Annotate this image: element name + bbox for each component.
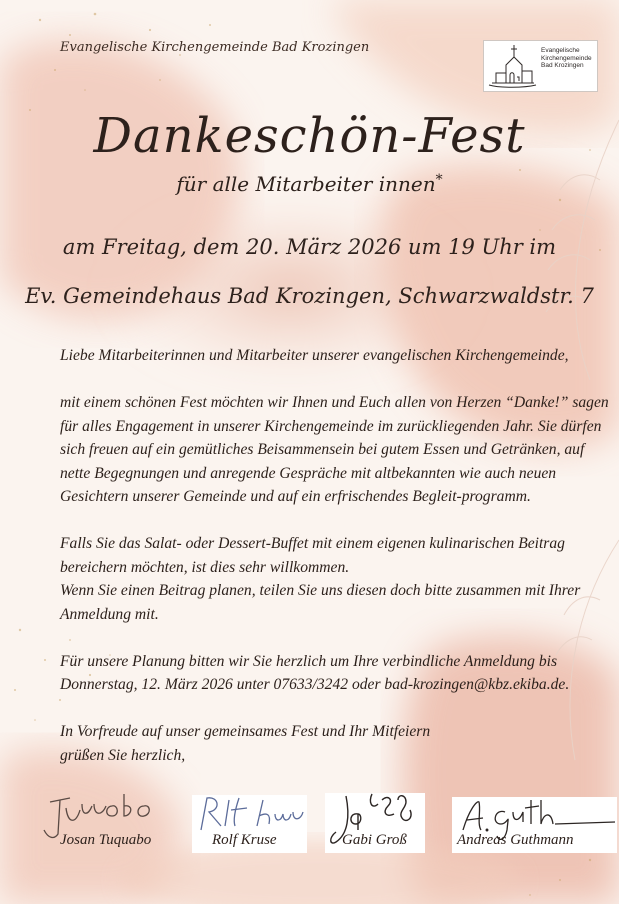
letter-paragraph-registration: Für unsere Planung bitten wir Sie herzlich um Ihre verbindliche Anmeldung bis Donnerstag, 12. März 2026 unter 07633/3242 oder bad-krozingen@kbz.ekiba.de. (60, 652, 570, 693)
signer-name-2: Rolf Kruse (212, 832, 277, 848)
invitation-letter (60, 344, 615, 767)
letter-closing-2: grüßen Sie herzlich, (60, 746, 186, 764)
church-logo (483, 40, 598, 92)
logo-line-3: Bad Krozingen (541, 62, 584, 69)
letter-closing-1: In Vorfreude auf unser gemeinsames Fest und Ihr Mitfeiern (60, 723, 431, 740)
event-subtitle (0, 172, 619, 196)
signer-name-1: Josan Tuquabo (60, 832, 152, 848)
logo-text (541, 47, 595, 70)
gender-star: * (435, 172, 443, 188)
logo-line-1: Evangelische (541, 47, 580, 54)
subtitle-text: für alle Mitarbeiter innen (176, 172, 436, 196)
letter-paragraph-contribution: Wenn Sie einen Beitrag planen, teilen Sie uns diesen doch bitte zusammen mit Ihrer Anmeldung mit. (60, 582, 581, 623)
event-title: Dankeschön-Fest (93, 108, 526, 164)
event-location: Ev. Gemeindehaus Bad Krozingen, Schwarzwaldstr. 7 (25, 284, 594, 308)
logo-line-2: Kirchengemeinde (541, 54, 592, 62)
letter-paragraph-buffet: Falls Sie das Salat- oder Dessert-Buffet mit einem eigenen kulinarischen Beitrag bereichern möchten, ist dies sehr willkommen. (60, 535, 565, 576)
letter-paragraph-thanks: mit einem schönen Fest möchten wir Ihnen und Euch allen von Herzen “Danke!” sagen für alles Engagement in unserer Kirchengemeinde im zurückliegenden Jahr. Sie dürfen sich freuen auf ein gemütliches Beisammensein bei gutem Essen und Getränken, auf nette Begegnungen und anregende Gespräche mit altbekannten wie auch neuen Gesichtern unserer Gemeinde und auf ein erfrischendes Begleit-programm. (60, 394, 609, 505)
signer-name-4: Andreas Guthmann (457, 832, 574, 848)
organization-name: Evangelische Kirchengemeinde Bad Krozingen (60, 40, 370, 55)
church-icon (484, 41, 540, 91)
signer-name-3: Gabi Groß (342, 832, 407, 848)
event-date-time: am Freitag, dem 20. März 2026 um 19 Uhr im (62, 235, 557, 259)
letter-greeting: Liebe Mitarbeiterinnen und Mitarbeiter unserer evangelischen Kirchengemeinde, (60, 347, 569, 364)
